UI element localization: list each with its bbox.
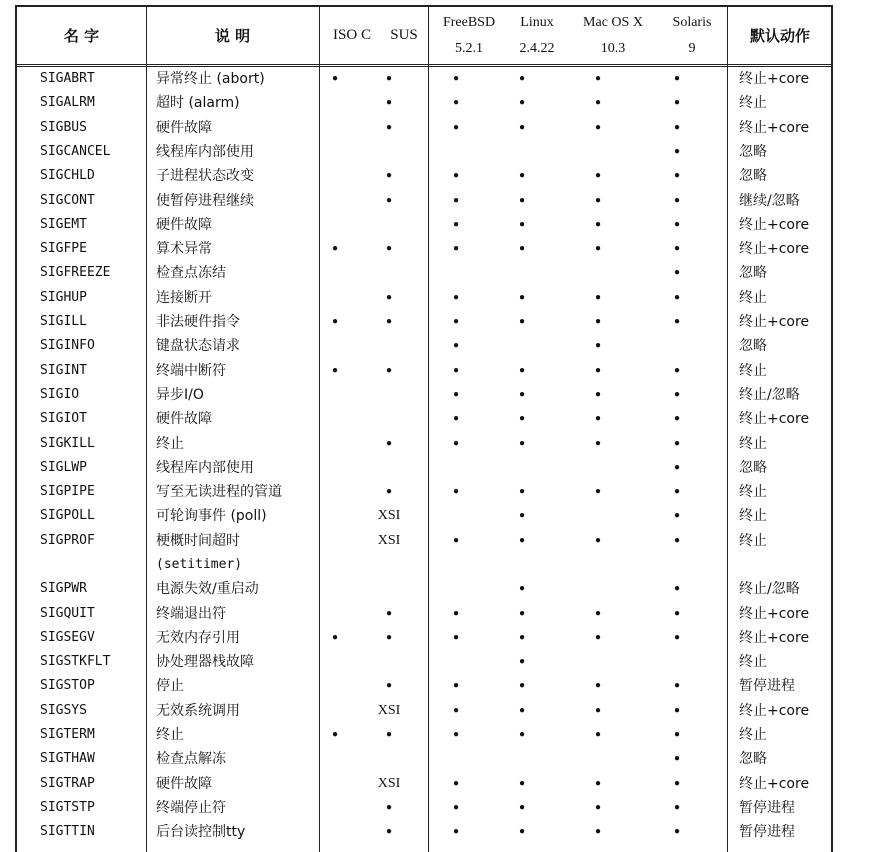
macos-cell: • [593,483,603,501]
signal-description: 写至无读进程的管道 [156,484,282,500]
linux-cell: • [517,313,527,331]
signal-description: 算术异常 [156,241,212,257]
signal-name: SIGFPE [40,241,87,256]
freebsd-cell: • [451,70,461,88]
signal-description: 终端停止符 [156,800,226,816]
default-action: 终止+core [739,314,810,330]
header-default-action: 默认动作 [749,27,810,45]
sus-cell: • [384,799,394,817]
solaris-cell: • [672,240,682,258]
default-action: 暂停进程 [739,800,795,816]
default-action: 终止 [739,727,767,743]
header-linux-version: 2.4.22 [519,41,555,56]
default-action: 终止 [739,363,767,379]
default-action: 暂停进程 [739,678,795,694]
macos-cell: • [593,386,603,404]
solaris-cell: • [672,386,682,404]
column-divider [319,7,320,852]
linux-cell: • [517,240,527,258]
default-action: 终止+core [739,606,810,622]
default-action: 终止 [739,654,767,670]
freebsd-cell: • [451,605,461,623]
macos-cell: • [593,775,603,793]
freebsd-cell: • [451,337,461,355]
signal-description: 停止 [156,678,184,694]
sus-cell: • [384,483,394,501]
linux-cell: • [517,167,527,185]
macos-cell: • [593,192,603,210]
linux-cell: • [517,799,527,817]
default-action: 终止+core [739,630,810,646]
solaris-cell: • [672,167,682,185]
signal-name: SIGPIPE [40,484,95,499]
solaris-cell: • [672,459,682,477]
freebsd-cell: • [451,799,461,817]
signal-name: SIGPOLL [40,508,95,523]
sus-cell: • [384,823,394,841]
signal-description: 梗概时间超时 [156,533,240,549]
signal-name: SIGPROF [40,533,95,548]
linux-cell: • [517,216,527,234]
macos-cell: • [593,337,603,355]
signal-description: 硬件故障 [156,217,212,233]
default-action: 终止+core [739,217,810,233]
freebsd-cell: • [451,240,461,258]
macos-cell: • [593,799,603,817]
solaris-cell: • [672,410,682,428]
macos-cell: • [593,410,603,428]
linux-cell: • [517,362,527,380]
linux-cell: • [517,580,527,598]
signal-name: SIGSTKFLT [40,654,111,669]
sus-cell: • [384,167,394,185]
freebsd-cell: • [451,677,461,695]
signal-description: 硬件故障 [156,776,212,792]
signal-name: SIGILL [40,314,87,329]
iso-c-cell: • [330,629,340,647]
signal-description: 终端中断符 [156,363,226,379]
signal-description: 异常终止 (abort) [156,71,265,87]
macos-cell: • [593,362,603,380]
column-divider [428,7,429,852]
signal-description: 无效内存引用 [156,630,240,646]
header-freebsd-version: 5.2.1 [455,41,483,56]
solaris-cell: • [672,264,682,282]
sus-cell: XSI [377,508,401,523]
column-divider [727,7,728,852]
sus-cell: • [384,605,394,623]
macos-cell: • [593,435,603,453]
solaris-cell: • [672,119,682,137]
linux-cell: • [517,289,527,307]
column-divider [146,7,147,852]
header-macos-version: 10.3 [600,41,626,56]
solaris-cell: • [672,483,682,501]
linux-cell: • [517,629,527,647]
macos-cell: • [593,70,603,88]
macos-cell: • [593,702,603,720]
macos-cell: • [593,119,603,137]
signal-name: SIGBUS [40,120,87,135]
sus-cell: • [384,119,394,137]
signal-description: 电源失效/重启动 [156,581,259,597]
solaris-cell: • [672,580,682,598]
signal-table [15,5,833,852]
signal-name: SIGKILL [40,436,95,451]
header-divider [17,64,831,67]
iso-c-cell: • [330,362,340,380]
solaris-cell: • [672,289,682,307]
macos-cell: • [593,313,603,331]
linux-cell: • [517,532,527,550]
freebsd-cell: • [451,119,461,137]
linux-cell: • [517,702,527,720]
signal-name: SIGHUP [40,290,87,305]
iso-c-cell: • [330,240,340,258]
solaris-cell: • [672,313,682,331]
signal-name: SIGLWP [40,460,87,475]
solaris-cell: • [672,94,682,112]
sus-cell: • [384,94,394,112]
default-action: 忽略 [739,144,767,160]
macos-cell: • [593,726,603,744]
sus-cell: XSI [377,703,401,718]
default-action: 终止+core [739,241,810,257]
linux-cell: • [517,677,527,695]
signal-name: SIGSEGV [40,630,95,645]
solaris-cell: • [672,799,682,817]
default-action: 终止+core [739,71,810,87]
signal-description-continued: (setitimer) [156,557,243,572]
header-desc: 说 明 [214,27,251,45]
default-action: 忽略 [739,265,767,281]
freebsd-cell: • [451,775,461,793]
freebsd-cell: • [451,435,461,453]
signal-name: SIGTRAP [40,776,95,791]
sus-cell: • [384,313,394,331]
freebsd-cell: • [451,410,461,428]
header-sus: SUS [390,27,418,43]
signal-description: 超时 (alarm) [156,95,240,111]
default-action: 终止 [739,533,767,549]
default-action: 终止+core [739,411,810,427]
linux-cell: • [517,94,527,112]
default-action: 终止/忽略 [739,581,800,597]
default-action: 终止 [739,290,767,306]
default-action: 忽略 [739,168,767,184]
linux-cell: • [517,435,527,453]
default-action: 终止+core [739,776,810,792]
freebsd-cell: • [451,823,461,841]
header-solaris-version: 9 [688,41,696,56]
default-action: 终止 [739,484,767,500]
signal-description: 键盘状态请求 [156,338,240,354]
linux-cell: • [517,192,527,210]
header-macos: Mac OS X [583,15,643,30]
iso-c-cell: • [330,726,340,744]
header-name: 名 字 [63,27,100,45]
linux-cell: • [517,507,527,525]
solaris-cell: • [672,629,682,647]
macos-cell: • [593,240,603,258]
sus-cell: XSI [377,776,401,791]
signal-description: 连接断开 [156,290,212,306]
sus-cell: • [384,240,394,258]
header-solaris: Solaris [672,15,712,30]
solaris-cell: • [672,507,682,525]
signal-name: SIGTHAW [40,751,95,766]
freebsd-cell: • [451,167,461,185]
default-action: 终止 [739,508,767,524]
signal-name: SIGIO [40,387,80,402]
linux-cell: • [517,653,527,671]
solaris-cell: • [672,192,682,210]
linux-cell: • [517,605,527,623]
macos-cell: • [593,677,603,695]
default-action: 忽略 [739,338,767,354]
solaris-cell: • [672,677,682,695]
sus-cell: • [384,70,394,88]
default-action: 终止/忽略 [739,387,800,403]
macos-cell: • [593,94,603,112]
solaris-cell: • [672,775,682,793]
signal-name: SIGPWR [40,581,87,596]
signal-description: 非法硬件指令 [156,314,240,330]
freebsd-cell: • [451,629,461,647]
signal-description: 终端退出符 [156,606,226,622]
linux-cell: • [517,483,527,501]
signal-description: 使暂停进程继续 [156,193,254,209]
freebsd-cell: • [451,216,461,234]
header-linux: Linux [520,15,554,30]
solaris-cell: • [672,605,682,623]
signal-name: SIGTTIN [40,824,95,839]
signal-description: 硬件故障 [156,411,212,427]
default-action: 终止 [739,95,767,111]
freebsd-cell: • [451,362,461,380]
linux-cell: • [517,119,527,137]
solaris-cell: • [672,362,682,380]
signal-name: SIGSYS [40,703,87,718]
signal-name: SIGINT [40,363,87,378]
macos-cell: • [593,605,603,623]
sus-cell: • [384,362,394,380]
signal-description: 可轮询事件 (poll) [156,508,267,524]
signal-name: SIGCHLD [40,168,95,183]
signal-description: 协处理器栈故障 [156,654,254,670]
default-action: 暂停进程 [739,824,795,840]
sus-cell: • [384,192,394,210]
macos-cell: • [593,823,603,841]
signal-description: 后台读控制tty [156,824,246,840]
signal-name: SIGABRT [40,71,95,86]
solaris-cell: • [672,216,682,234]
freebsd-cell: • [451,289,461,307]
iso-c-cell: • [330,70,340,88]
signal-description: 子进程状态改变 [156,168,254,184]
linux-cell: • [517,410,527,428]
signal-description: 检查点解冻 [156,751,226,767]
signal-name: SIGIOT [40,411,87,426]
signal-description: 检查点冻结 [156,265,226,281]
linux-cell: • [517,775,527,793]
macos-cell: • [593,216,603,234]
solaris-cell: • [672,143,682,161]
default-action: 忽略 [739,751,767,767]
macos-cell: • [593,167,603,185]
sus-cell: • [384,677,394,695]
signal-description: 硬件故障 [156,120,212,136]
linux-cell: • [517,726,527,744]
header-iso-c: ISO C [333,27,371,43]
linux-cell: • [517,70,527,88]
freebsd-cell: • [451,192,461,210]
signal-name: SIGTSTP [40,800,95,815]
signal-name: SIGCANCEL [40,144,111,159]
default-action: 终止+core [739,120,810,136]
signal-description: 终止 [156,436,184,452]
solaris-cell: • [672,726,682,744]
signal-name: SIGFREEZE [40,265,111,280]
signal-name: SIGTERM [40,727,95,742]
macos-cell: • [593,629,603,647]
solaris-cell: • [672,70,682,88]
default-action: 终止+core [739,703,810,719]
macos-cell: • [593,289,603,307]
signal-name: SIGEMT [40,217,87,232]
signal-description: 线程库内部使用 [156,460,254,476]
solaris-cell: • [672,702,682,720]
sus-cell: • [384,726,394,744]
freebsd-cell: • [451,702,461,720]
header-freebsd: FreeBSD [442,15,496,30]
signal-description: 线程库内部使用 [156,144,254,160]
signal-description: 终止 [156,727,184,743]
signal-name: SIGALRM [40,95,95,110]
sus-cell: • [384,289,394,307]
freebsd-cell: • [451,386,461,404]
solaris-cell: • [672,532,682,550]
sus-cell: • [384,629,394,647]
signal-description: 异步I/O [156,387,204,403]
solaris-cell: • [672,750,682,768]
freebsd-cell: • [451,726,461,744]
signal-name: SIGQUIT [40,606,95,621]
sus-cell: • [384,435,394,453]
sus-cell: XSI [377,533,401,548]
freebsd-cell: • [451,313,461,331]
signal-name: SIGSTOP [40,678,95,693]
solaris-cell: • [672,435,682,453]
freebsd-cell: • [451,94,461,112]
default-action: 继续/忽略 [739,193,800,209]
signal-description: 无效系统调用 [156,703,240,719]
freebsd-cell: • [451,483,461,501]
iso-c-cell: • [330,313,340,331]
signal-name: SIGINFO [40,338,95,353]
linux-cell: • [517,386,527,404]
solaris-cell: • [672,823,682,841]
default-action: 终止 [739,436,767,452]
linux-cell: • [517,823,527,841]
macos-cell: • [593,532,603,550]
default-action: 忽略 [739,460,767,476]
signal-name: SIGCONT [40,193,95,208]
freebsd-cell: • [451,532,461,550]
